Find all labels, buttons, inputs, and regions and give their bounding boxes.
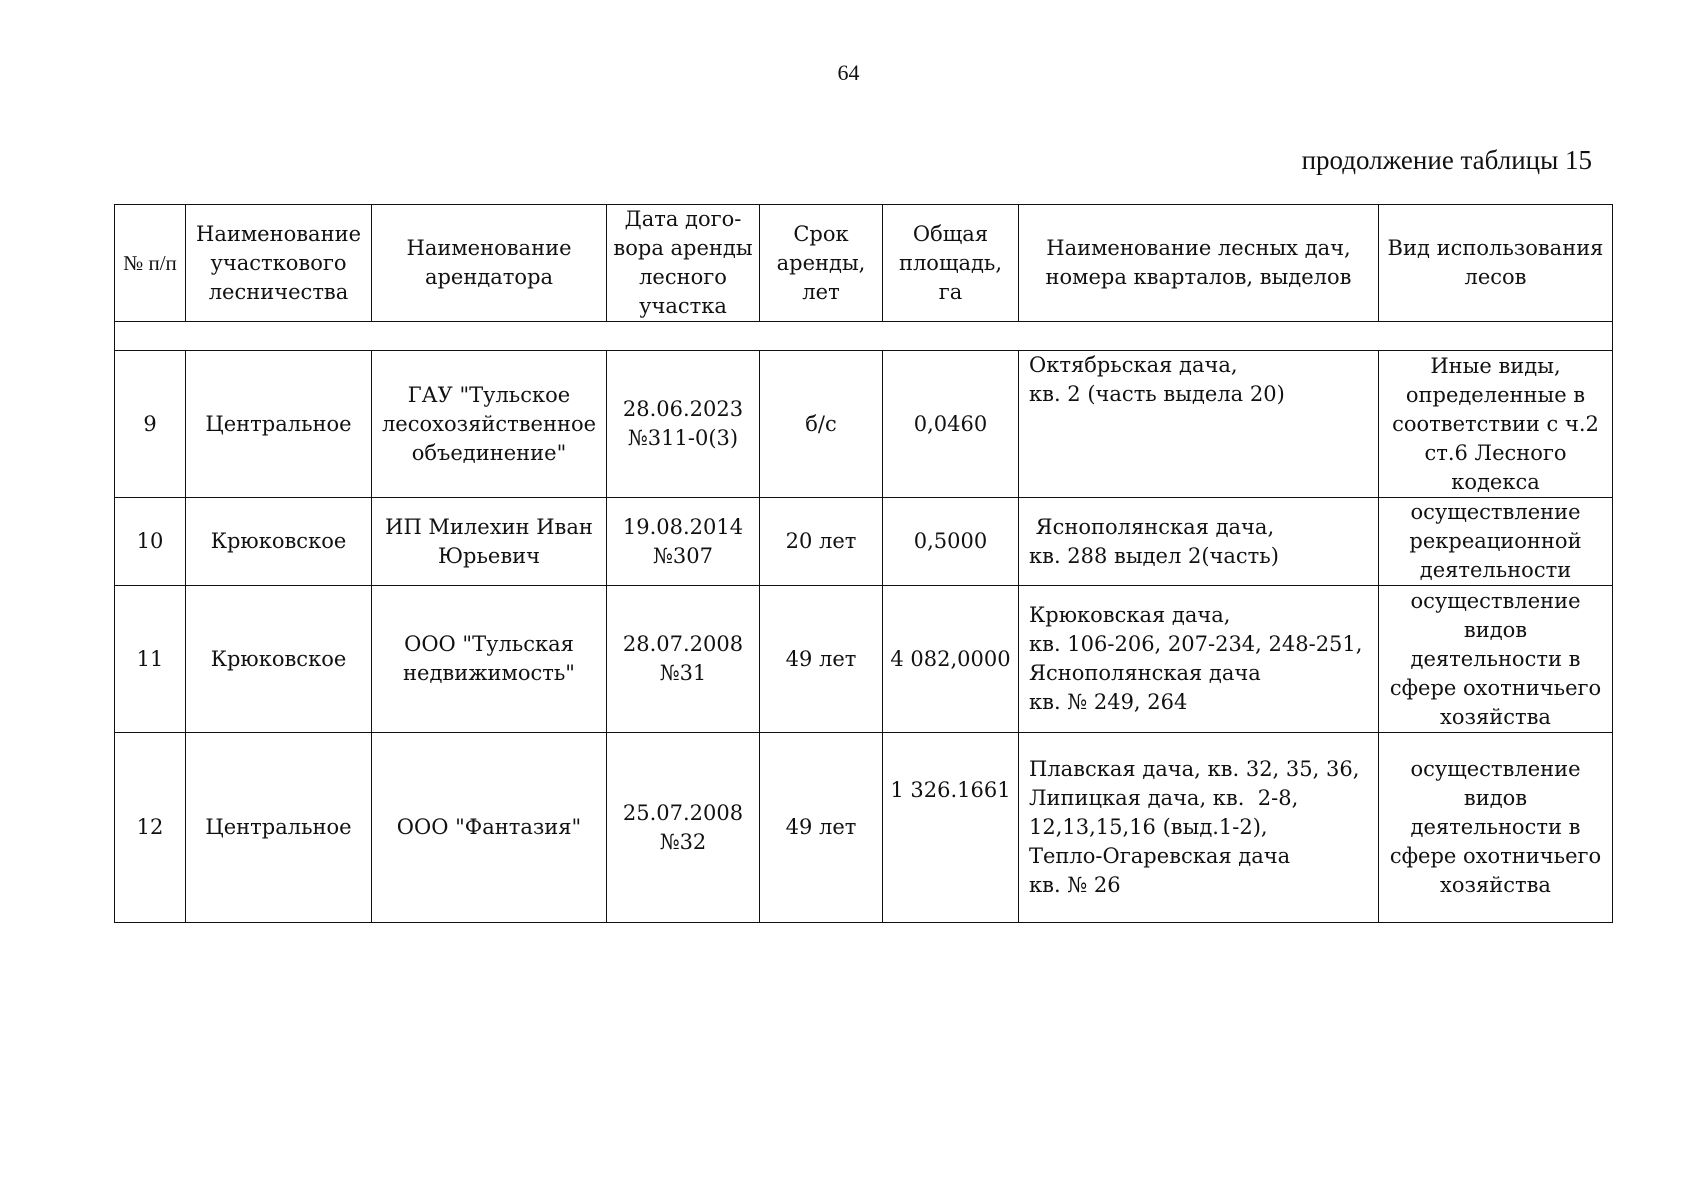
table-row <box>115 586 1613 733</box>
header-usage-type: Вид использования лесов <box>1379 205 1613 322</box>
cell-tenant: ООО "Фантазия" <box>372 733 607 923</box>
cell-term: б/с <box>760 351 883 498</box>
cell-area: 4 082,0000 <box>883 586 1019 733</box>
plot-line: кв. 288 выдел 2(часть) <box>1029 543 1279 568</box>
plot-line: Липицкая дача, кв. 2-8, <box>1029 786 1299 810</box>
cell-tenant: ООО "Тульская недвижимость" <box>372 586 607 733</box>
cell-area: 0,0460 <box>883 351 1019 498</box>
header-forestry: Наименование участкового лесничества <box>186 205 372 322</box>
cell-forestry: Центральное <box>186 733 372 923</box>
header-tenant: Наименование арендатора <box>372 205 607 322</box>
cell-usage: осуществление видов деятельности в сфере охотничьего хозяйства <box>1379 586 1613 733</box>
header-forest-plots: Наименование лесных дач, номера кварталов, выделов <box>1019 205 1379 322</box>
cell-plots <box>1019 498 1379 586</box>
cell-usage: Иные виды, определенные в соответствии с ч.2 ст.6 Лесного кодекса <box>1379 351 1613 498</box>
plot-line: Тепло-Огаревская дача <box>1029 844 1291 868</box>
table-row <box>115 351 1613 498</box>
plot-line: Яснополянская дача <box>1029 661 1261 685</box>
cell-forestry: Центральное <box>186 351 372 498</box>
cell-number: 10 <box>115 498 186 586</box>
plot-line: 12,13,15,16 (выд.1-2), <box>1029 815 1268 839</box>
cell-plots <box>1019 733 1379 923</box>
table-row <box>115 733 1613 923</box>
cell-term: 49 лет <box>760 586 883 733</box>
cell-number: 9 <box>115 351 186 498</box>
plot-line: Октябрьская дача, <box>1029 353 1238 377</box>
header-lease-term: Срок аренды, лет <box>760 205 883 322</box>
cell-contract: 19.08.2014 №307 <box>607 498 760 586</box>
cell-contract: 28.07.2008 №31 <box>607 586 760 733</box>
cell-number: 11 <box>115 586 186 733</box>
forest-lease-table <box>114 204 1613 923</box>
cell-contract: 25.07.2008 №32 <box>607 733 760 923</box>
cell-area: 1 326.1661 <box>883 733 1019 923</box>
cell-area: 0,5000 <box>883 498 1019 586</box>
cell-plots <box>1019 586 1379 733</box>
plot-line: Крюковская дача, <box>1029 603 1231 627</box>
cell-term: 49 лет <box>760 733 883 923</box>
plot-line: Плавская дача, кв. 32, 35, 36, <box>1029 757 1360 781</box>
header-total-area: Общая площадь, га <box>883 205 1019 322</box>
header-contract-date: Дата дого-вора аренды лесного участка <box>607 205 760 322</box>
plot-line: кв. № 26 <box>1029 873 1121 897</box>
cell-tenant: ИП Милехин Иван Юрьевич <box>372 498 607 586</box>
plot-line: кв. № 249, 264 <box>1029 690 1188 714</box>
cell-forestry: Крюковское <box>186 498 372 586</box>
table-row <box>115 498 1613 586</box>
cell-plots <box>1019 351 1379 498</box>
cell-usage: осуществление рекреационной деятельности <box>1379 498 1613 586</box>
cell-number: 12 <box>115 733 186 923</box>
cell-term: 20 лет <box>760 498 883 586</box>
table-header-row <box>115 205 1613 322</box>
cell-forestry: Крюковское <box>186 586 372 733</box>
spacer-cell <box>115 322 1613 351</box>
page-number: 64 <box>837 60 860 85</box>
cell-usage: осуществление видов деятельности в сфере охотничьего хозяйства <box>1379 733 1613 923</box>
plot-line: кв. 106-206, 207-234, 248-251, <box>1029 632 1363 656</box>
table-spacer-row <box>115 322 1613 351</box>
plot-line: Яснополянская дача, <box>1029 514 1275 539</box>
header-number: № п/п <box>115 205 186 322</box>
plot-line: кв. 2 (часть выдела 20) <box>1029 382 1285 406</box>
cell-tenant: ГАУ "Тульское лесохозяйственное объединение" <box>372 351 607 498</box>
table-continuation-label: продолжение таблицы 15 <box>1301 145 1592 175</box>
cell-contract: 28.06.2023 №311-0(3) <box>607 351 760 498</box>
